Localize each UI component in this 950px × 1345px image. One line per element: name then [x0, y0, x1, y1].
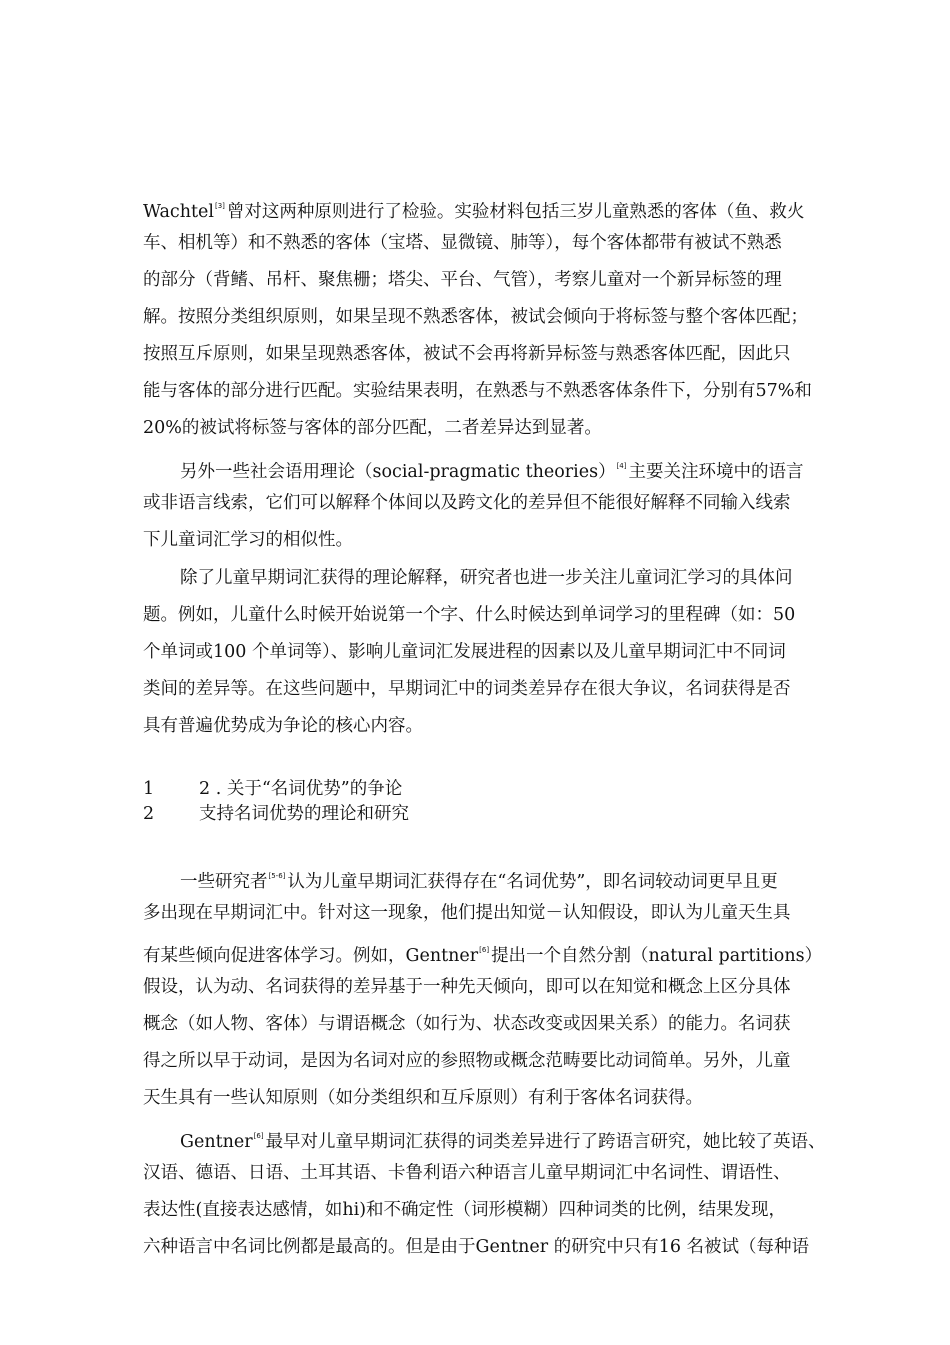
heading-number: 2: [143, 804, 155, 824]
text-line: 个单词或100 个单词等）、影响儿童词汇发展进程的因素以及儿童早期词汇中不同词: [143, 642, 786, 662]
text-line: 车、相机等）和不熟悉的客体（宝塔、显微镜、肺等），每个客体都带有被试不熟悉: [143, 233, 782, 253]
text-line: 的部分（背鳍、吊杆、聚焦栅；塔尖、平台、气管），考察儿童对一个新异标签的理: [143, 270, 782, 290]
text-line: 解。按照分类组织原则，如果呈现不熟悉客体，被试会倾向于将标签与整个客体匹配；: [143, 307, 808, 327]
citation: [3]: [214, 202, 225, 210]
text-line: 多出现在早期词汇中。针对这一现象，他们提出知觉－认知假设，即认为儿童天生具: [143, 903, 791, 923]
text-line: 有某些倾向促进客体学习。例如，Gentner[6] 提出一个自然分割（natural partitions）: [143, 946, 823, 966]
heading-number: 1: [143, 779, 155, 799]
section-heading: [143, 778, 863, 800]
text-line: 汉语、德语、日语、土耳其语、卡鲁利语六种语言儿童早期词汇中名词性、谓语性、: [143, 1163, 791, 1183]
text-line: Gentner[6] 最早对儿童早期词汇获得的词类差异进行了跨语言研究，她比较了英语、: [180, 1132, 826, 1152]
text-line: 下儿童词汇学习的相似性。: [143, 530, 353, 550]
text-line: 六种语言中名词比例都是最高的。但是由于Gentner 的研究中只有16 名被试（每种语: [143, 1237, 810, 1257]
text-line: 一些研究者[5-6] 认为儿童早期词汇获得存在“名词优势”，即名词较动词更早且更: [180, 872, 778, 892]
text-line: Wachtel[3] 曾对这两种原则进行了检验。实验材料包括三岁儿童熟悉的客体（鱼、救火: [143, 202, 805, 222]
heading-text: 2 . 关于“名词优势”的争论: [199, 779, 403, 799]
text-line: 能与客体的部分进行匹配。实验结果表明，在熟悉与不熟悉客体条件下，分别有57%和: [143, 381, 812, 401]
text-line: 假设，认为动、名词获得的差异基于一种先天倾向，即可以在知觉和概念上区分具体: [143, 977, 791, 997]
section-heading: [143, 803, 863, 825]
citation: [4]: [616, 462, 627, 470]
citation: [6]: [253, 1132, 264, 1140]
citation: [5-6]: [268, 872, 286, 880]
text-line: 类间的差异等。在这些问题中，早期词汇中的词类差异存在很大争议，名词获得是否: [143, 679, 791, 699]
text-line: 另外一些社会语用理论（social-pragmatic theories）[4] 主要关注环境中的语言: [180, 462, 804, 482]
text-line: 按照互斥原则，如果呈现熟悉客体，被试不会再将新异标签与熟悉客体匹配，因此只: [143, 344, 791, 364]
text-line: 概念（如人物、客体）与谓语概念（如行为、状态改变或因果关系）的能力。名词获: [143, 1014, 791, 1034]
text-line: 表达性(直接表达感情，如hi)和不确定性（词形模糊）四种词类的比例，结果发现，: [143, 1200, 787, 1220]
text-line: 除了儿童早期词汇获得的理论解释，研究者也进一步关注儿童词汇学习的具体问: [180, 568, 793, 588]
text-line: 或非语言线索，它们可以解释个体间以及跨文化的差异但不能很好解释不同输入线索: [143, 493, 791, 513]
text-line: 20%的被试将标签与客体的部分匹配，二者差异达到显著。: [143, 418, 602, 438]
heading-text: 支持名词优势的理论和研究: [199, 804, 409, 824]
text-line: 具有普遍优势成为争论的核心内容。: [143, 716, 423, 736]
text-line: 天生具有一些认知原则（如分类组织和互斥原则）有利于客体名词获得。: [143, 1088, 703, 1108]
text-line: 题。例如，儿童什么时候开始说第一个字、什么时候达到单词学习的里程碑（如：50: [143, 605, 796, 625]
text-line: 得之所以早于动词，是因为名词对应的参照物或概念范畴要比动词简单。另外，儿童: [143, 1051, 791, 1071]
citation: [6]: [479, 946, 490, 954]
